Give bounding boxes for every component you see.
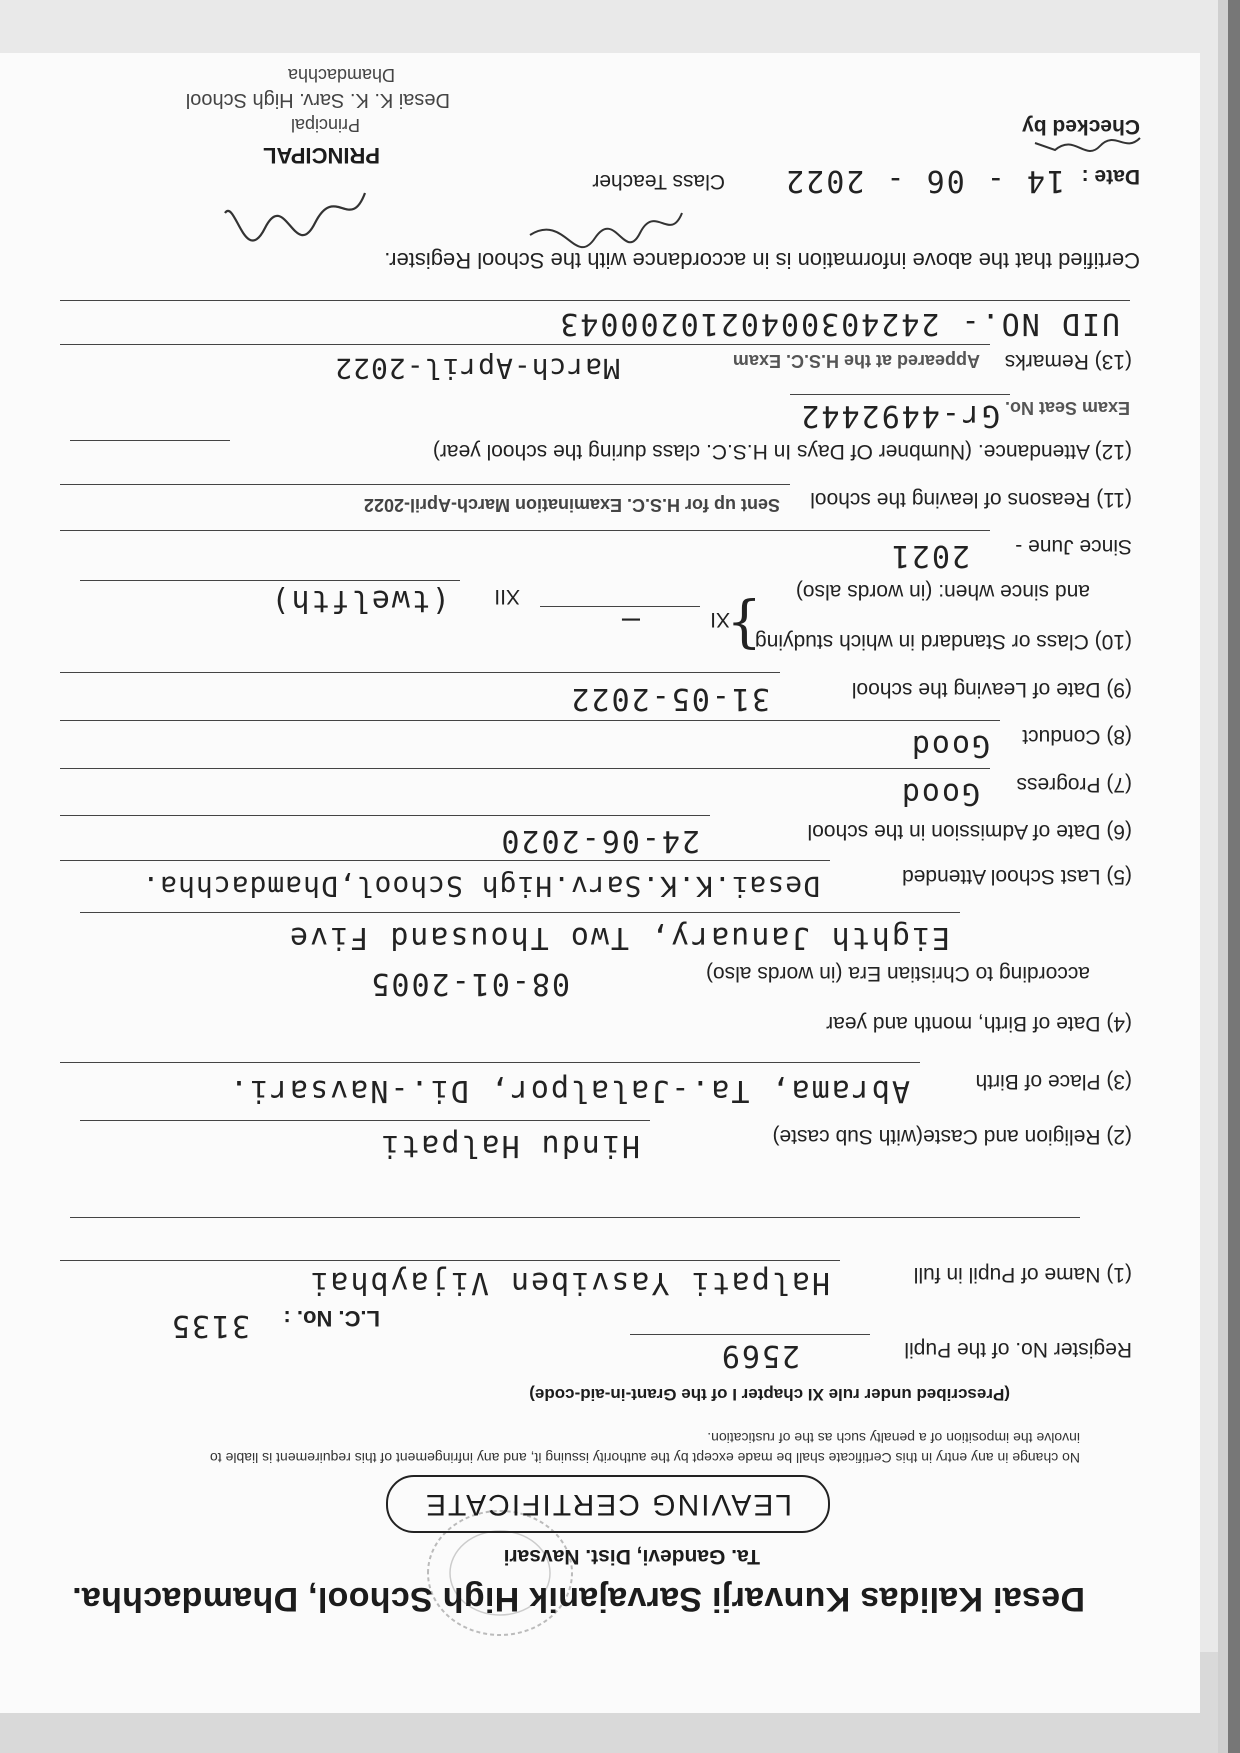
reasons-underline [60, 484, 790, 485]
class-xii-label: XII [494, 585, 520, 608]
certificate-title: LEAVING CERTIFICATE [386, 1475, 830, 1533]
school-address: Ta. Gandevi, Dist. Navsari [503, 1545, 760, 1568]
school-name: Desai Kalidas Kunvarji Sarvajanik High School, Dhamdachha. [71, 1580, 1085, 1618]
exam-seat-value: Gr-4492442 [799, 398, 1000, 433]
remarks-printed: Appeared at the H.S.C. Exam [732, 351, 980, 371]
remarks-underline [60, 344, 990, 345]
register-label: Register No. of the Pupil [904, 1338, 1132, 1361]
dob-value: 08-01-2005 [369, 966, 570, 1001]
birth-place-value: Abrama, Ta.-Jalalpor, Di.-Navsari. [227, 1073, 910, 1108]
prescribed-rule: (Prescribed under rule XI chapter I of the Grant-in-aid-code) [529, 1385, 1010, 1404]
last-school-value: Desai.K.K.Sarv.High School,Dhamdachha. [141, 870, 820, 903]
birth-place-underline [60, 1062, 920, 1063]
class-label: (10) Class or Standard in which studying [754, 630, 1132, 653]
register-underline [630, 1334, 870, 1335]
class-xi-underline [540, 606, 700, 607]
uid-underline [60, 300, 1130, 301]
reasons-value: Sent up for H.S.C. Examination March-April-2022 [363, 495, 780, 515]
attendance-label: (12) Attendance. (Numbner Of Days In H.S.C. class during the school year) [432, 440, 1132, 463]
pupil-name: Halpati Yasviben Vijaybhai [308, 1265, 830, 1300]
admission-value: 24-06-2020 [499, 823, 700, 858]
notice-text: No change in any entry in this Certificate shall be made except by the authority issuing it, and any infringement of this requirement is liable to involve the imposition of a penalty such as the of rustication. [209, 1430, 1080, 1466]
exam-seat-underline [790, 394, 1010, 395]
since-value: 2021 [889, 538, 970, 573]
principal-title: PRINCIPAL [263, 143, 380, 168]
principal-stamp-line1: Principal [290, 115, 360, 135]
admission-underline [60, 815, 710, 816]
progress-label: (7) Progress [1016, 773, 1132, 796]
leaving-date-label: (9) Date of Leaving the school [851, 678, 1132, 701]
since-underline [60, 530, 990, 531]
name-underline-2 [70, 1217, 1080, 1218]
attendance-underline [70, 440, 230, 441]
principal-signature-icon [215, 173, 375, 243]
leaving-date-value: 31-05-2022 [569, 681, 770, 716]
date-label: Date : [1081, 165, 1140, 188]
date-value: 14 - 06 - 2022 [784, 163, 1065, 198]
dob-words: Eighth January, Two Thousand Five [287, 920, 950, 955]
class-teacher-signature-icon [520, 193, 690, 253]
conduct-label: (8) Conduct [1022, 725, 1132, 748]
class-xii-underline [80, 580, 460, 581]
reasons-label: (11) Reasons of leaving the school [810, 488, 1132, 511]
birth-place-label: (3) Place of Birth [975, 1070, 1132, 1093]
since-label: Since June - [1015, 535, 1132, 558]
class-xi-value: — [619, 603, 640, 638]
since-when-label: and since when: (in words also) [795, 580, 1090, 603]
lc-value: 3135 [169, 1308, 250, 1343]
admission-label: (6) Date of Admission in the school [807, 820, 1132, 843]
brace-icon: } [726, 593, 762, 658]
conduct-underline [60, 720, 1000, 721]
progress-underline [60, 768, 990, 769]
religion-label: (2) Religion and Caste(with Sub caste) [772, 1125, 1132, 1148]
class-xii-value: (twelfth) [269, 583, 450, 618]
dob-era-label: according to Christian Era (in words also) [706, 962, 1090, 985]
dob-words-underline [80, 912, 960, 913]
conduct-value: Good [909, 728, 990, 763]
religion-underline [80, 1120, 650, 1121]
register-value: 2569 [719, 1338, 800, 1373]
checked-by-label: Checked by [1022, 115, 1140, 138]
dob-label: (4) Date of Birth, month and year [826, 1012, 1132, 1035]
name-underline [60, 1260, 840, 1261]
exam-seat-label: Exam Seat No. [1004, 398, 1130, 418]
last-school-underline [60, 860, 830, 861]
leaving-date-underline [60, 672, 780, 673]
class-teacher-label: Class Teacher [592, 170, 725, 193]
uid-number: UID NO.- 2424030040210200043 [558, 306, 1120, 341]
principal-stamp-line3: Dhamdachha [287, 65, 395, 85]
remarks-label: (13) Remarks [1004, 350, 1132, 373]
progress-value: Good [899, 776, 980, 811]
class-xi-label: XI [710, 608, 730, 631]
certified-text: Certified that the above information is in accordance with the School Register. [384, 248, 1140, 273]
religion-value: Hindu Halpati [379, 1128, 640, 1163]
checker-signature-icon [1025, 128, 1145, 158]
principal-stamp-line2: Desai K. K. Sarv. High School [185, 89, 450, 111]
remarks-value: March-April-2022 [334, 352, 620, 385]
lc-label: L.C. No. : [283, 1306, 380, 1331]
last-school-label: (5) Last School Attended [902, 865, 1132, 888]
name-label: (1) Name of Pupil in full [913, 1263, 1132, 1286]
